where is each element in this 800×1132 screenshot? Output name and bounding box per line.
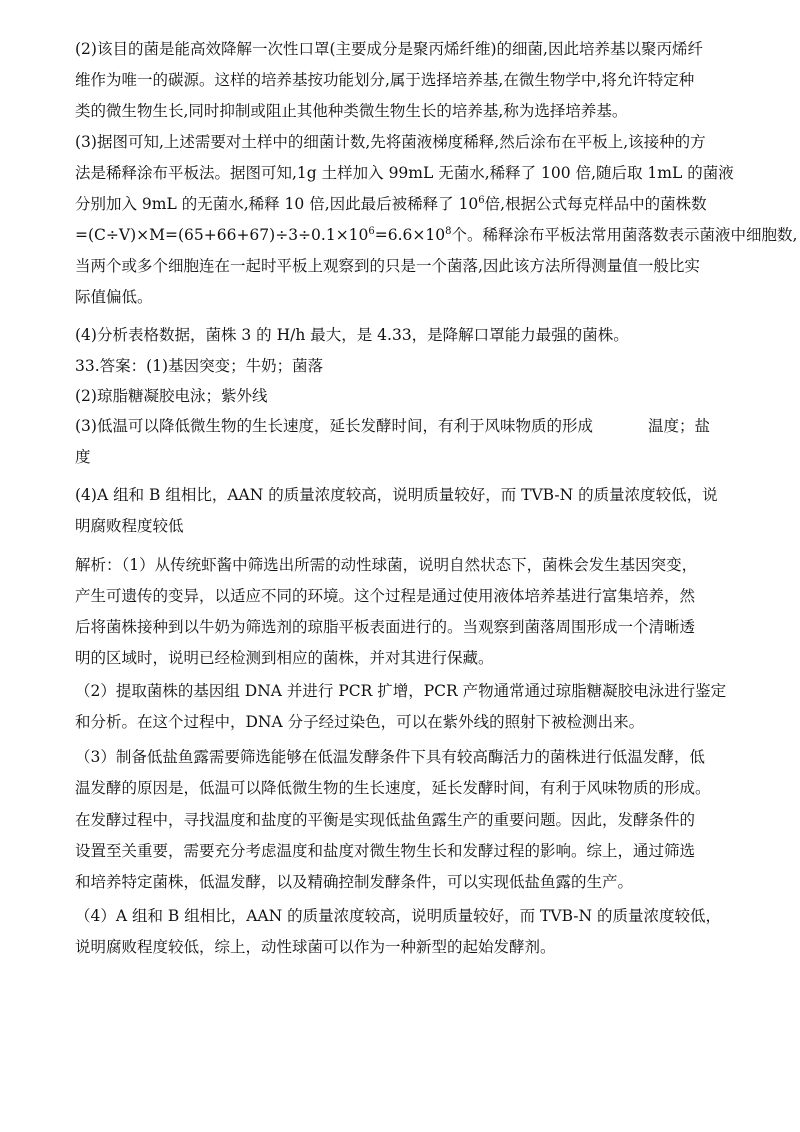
exponent: 8	[445, 225, 452, 237]
text-line: 明的区域时，说明已经检测到相应的菌株，并对其进行保藏。	[75, 649, 494, 667]
text-line: 和培养特定菌株，低温发酵，以及精确控制发酵条件，可以实现低盐鱼露的生产。	[75, 873, 634, 891]
text-segment: 个。稀释涂布平板法常用菌落数表示菌液中细胞数,	[451, 226, 798, 244]
text-line: (3)据图可知,上述需要对土样中的细菌计数,先将菌液梯度稀释,然后涂布在平板上,该接种的方	[75, 133, 706, 151]
text-line: （4）A 组和 B 组相比，AAN 的质量浓度较高，说明质量较好，而 TVB-N 的质量浓度较低，	[75, 907, 721, 925]
text-line: 解析：（1）从传统虾酱中筛选出所需的动性球菌，说明自然状态下，菌株会发生基因突变，	[75, 556, 698, 574]
text-line: （2）提取菌株的基因组 DNA 并进行 PCR 扩增，PCR 产物通常通过琼脂糖凝胶电泳进行鉴定	[75, 682, 727, 700]
text-line: 度	[75, 448, 91, 466]
text-line: 在发酵过程中，寻找温度和盐度的平衡是实现低盐鱼露生产的重要问题。因此，发酵条件的	[75, 811, 696, 829]
text-line	[75, 220, 798, 250]
text-segment: 分别加入 9mL 的无菌水,稀释 10 倍,因此最后被稀释了 10	[75, 195, 479, 213]
text-line: （3）制备低盐鱼露需要筛选能够在低温发酵条件下具有较高酶活力的菌株进行低温发酵，低	[75, 748, 705, 766]
text-line: 33.答案：(1)基因突变；牛奶；菌落	[75, 357, 324, 375]
text-line: 产生可遗传的变异，以适应不同的环境。这个过程是通过使用液体培养基进行富集培养，然	[75, 587, 696, 605]
exponent: 6	[478, 194, 485, 206]
text-line: 后将菌株接种到以牛奶为筛选剂的琼脂平板表面进行的。当观察到菌落周围形成一个清晰透	[75, 618, 696, 636]
text-line: 际值偏低。	[75, 288, 153, 306]
text-line: (2)该目的菌是能高效降解一次性口罩(主要成分是聚丙烯纤维)的细菌,因此培养基以聚丙烯纤	[75, 40, 703, 58]
text-segment: =(C÷V)×M=(65+66+67)÷3÷0.1×10	[75, 226, 369, 244]
text-line: 明腐败程度较低	[75, 517, 184, 535]
text-line: (4)分析表格数据，菌株 3 的 H/h 最大，是 4.33，是降解口罩能力最强的菌株。	[75, 326, 629, 344]
text-line: 维作为唯一的碳源。这样的培养基按功能划分,属于选择培养基,在微生物学中,将允许特定种	[75, 71, 695, 89]
text-line: 温发酵的原因是，低温可以降低微生物的生长速度，延长发酵时间，有利于风味物质的形成。	[75, 779, 711, 797]
text-segment: =6.6×10	[374, 226, 446, 244]
text-line: 说明腐败程度较低，综上，动性球菌可以作为一种新型的起始发酵剂。	[75, 938, 556, 956]
text-line	[75, 411, 725, 441]
text-line: (2)琼脂糖凝胶电泳；紫外线	[75, 387, 268, 405]
text-segment: 温度；盐	[648, 417, 711, 435]
text-line	[75, 189, 725, 219]
text-line: 类的微生物生长,同时抑制或阻止其他种类微生物生长的培养基,称为选择培养基。	[75, 102, 628, 120]
text-segment: (3)低温可以降低微生物的生长速度，延长发酵时间，有利于风味物质的形成	[75, 417, 593, 435]
text-line: (4)A 组和 B 组相比，AAN 的质量浓度较高，说明质量较好，而 TVB-N 的质量浓度较低，说	[75, 486, 718, 504]
text-line: 和分析。在这个过程中，DNA 分子经过染色，可以在紫外线的照射下被检测出来。	[75, 713, 645, 731]
text-line: 设置至关重要，需要充分考虑温度和盐度对微生物生长和发酵过程的影响。综上，通过筛选	[75, 842, 696, 860]
exponent: 6	[368, 225, 375, 237]
text-line: 当两个或多个细胞连在一起时平板上观察到的只是一个菌落,因此该方法所得测量值一般比实	[75, 257, 700, 275]
text-segment: 倍,根据公式每克样品中的菌株数	[484, 195, 707, 213]
text-line: 法是稀释涂布平板法。据图可知,1g 土样加入 99mL 无菌水,稀释了 100 倍,随后取 1mL 的菌液	[75, 164, 734, 182]
